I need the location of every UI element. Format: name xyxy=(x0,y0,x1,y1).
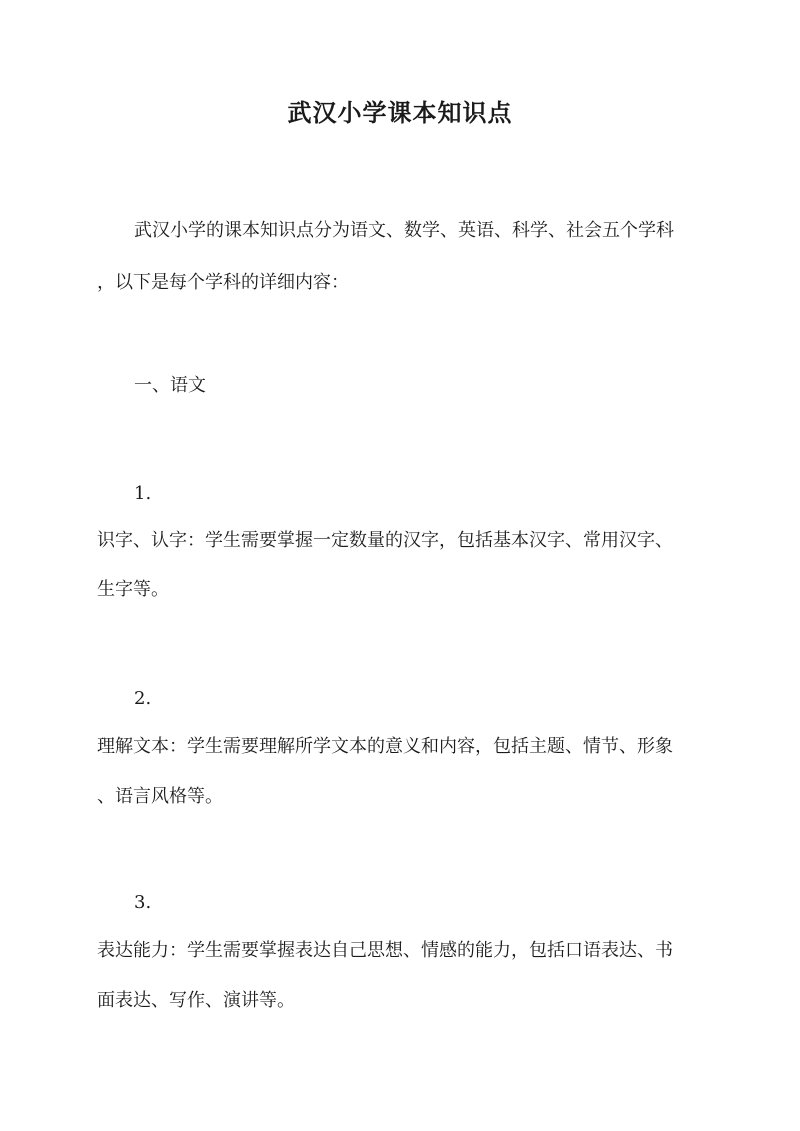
section-heading: 一、语文 xyxy=(134,375,206,396)
item-number-3: 3. xyxy=(134,892,152,913)
item-1-line-1: 识字、认字：学生需要掌握一定数量的汉字，包括基本汉字、常用汉字、 xyxy=(97,530,673,551)
item-1-line-2: 生字等。 xyxy=(97,579,169,600)
item-number-2: 2. xyxy=(134,688,152,709)
document-title: 武汉小学课本知识点 xyxy=(287,98,513,127)
item-number-1: 1. xyxy=(134,483,152,504)
item-3-line-2: 面表达、写作、演讲等。 xyxy=(97,990,295,1011)
item-2-line-1: 理解文本：学生需要理解所学文本的意义和内容，包括主题、情节、形象 xyxy=(97,736,673,757)
item-3-line-1: 表达能力：学生需要掌握表达自己思想、情感的能力，包括口语表达、书 xyxy=(97,940,673,961)
item-2-line-2: 、语言风格等。 xyxy=(97,786,223,807)
intro-line-2: ，以下是每个学科的详细内容： xyxy=(97,272,349,293)
intro-line-1: 武汉小学的课本知识点分为语文、数学、英语、科学、社会五个学科 xyxy=(134,220,674,241)
